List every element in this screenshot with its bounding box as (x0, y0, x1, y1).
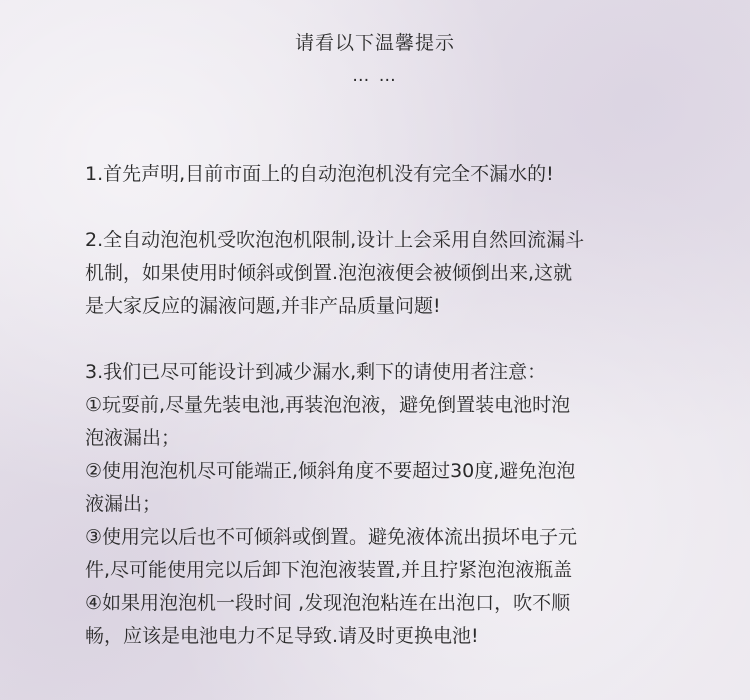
notice-line: 畅，应该是电池电力不足导致.请及时更换电池! (85, 625, 479, 647)
notice-line: 泡液漏出； (85, 427, 181, 449)
notice-line: 液漏出； (85, 493, 162, 515)
notice-line: 机制，如果使用时倾斜或倒置.泡泡液便会被倾倒出来,这就 (85, 262, 573, 284)
notice-line: ③使用完以后也不可倾斜或倒置。避免液体流出损坏电子元 (85, 526, 578, 548)
title-ellipsis: … … (352, 66, 398, 86)
notice-content (85, 158, 675, 686)
notice-line: ④如果用泡泡机一段时间 ,发现泡泡粘连在出泡口，吹不顺 (85, 592, 571, 614)
notice-line: 件,尽可能使用完以后卸下泡泡液装置,并且拧紧泡泡液瓶盖 (85, 559, 573, 581)
notice-line: 是大家反应的漏液问题,并非产品质量问题! (85, 295, 441, 317)
notice-line: ②使用泡泡机尽可能端正,倾斜角度不要超过30度,避免泡泡 (85, 460, 576, 482)
notice-line: 2.全自动泡泡机受吹泡泡机限制,设计上会采用自然回流漏斗 (85, 229, 585, 251)
notice-line: 1.首先声明,目前市面上的自动泡泡机没有完全不漏水的! (85, 163, 554, 185)
notice-2 (85, 224, 675, 323)
page-title: 请看以下温馨提示 (294, 32, 455, 54)
notice-1 (85, 158, 675, 191)
notice-line: 3.我们已尽可能设计到减少漏水,剩下的请使用者注意： (85, 361, 547, 383)
notice-3 (85, 356, 675, 653)
notice-line: ①玩耍前,尽量先装电池,再装泡泡液，避免倒置装电池时泡 (85, 394, 571, 416)
